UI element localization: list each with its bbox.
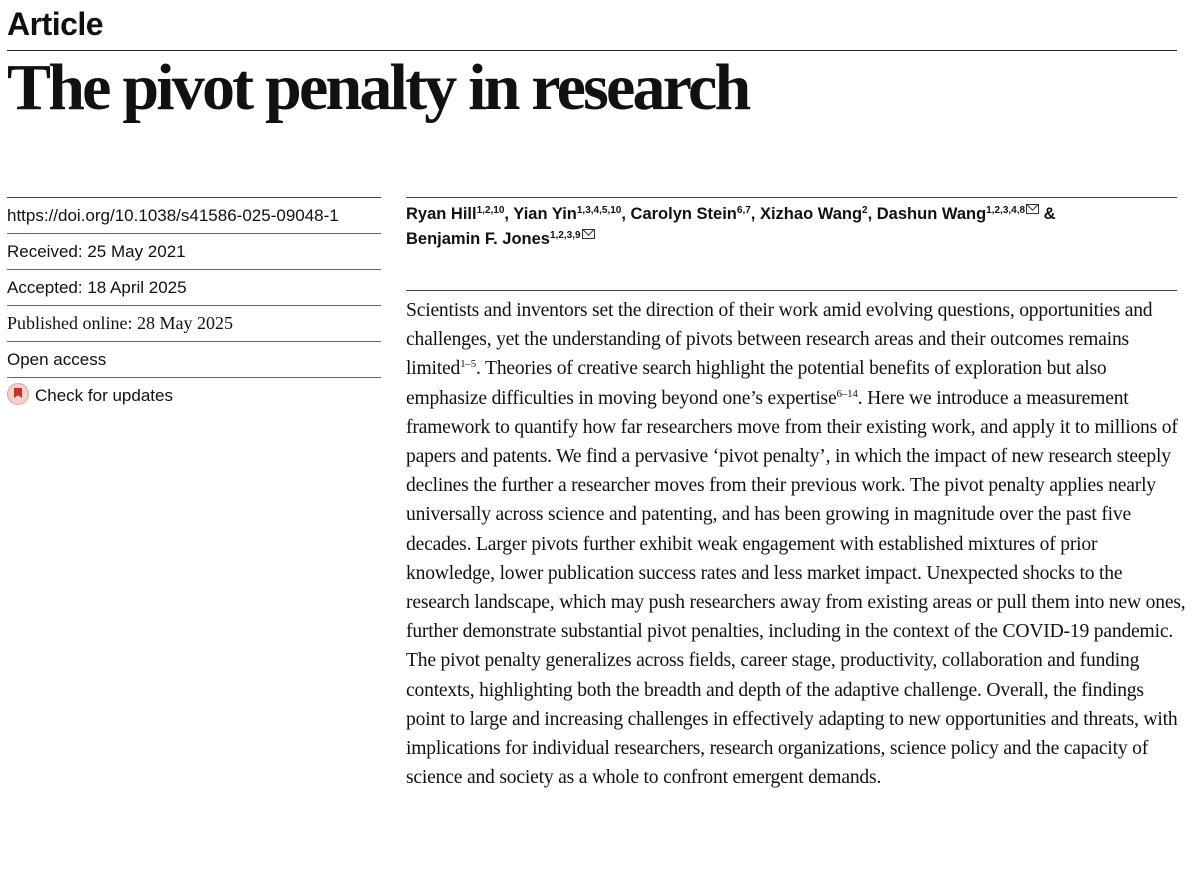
author-affiliations: 1,2,3,9 (549, 230, 581, 241)
check-for-updates-label: Check for updates (35, 386, 173, 405)
email-icon[interactable] (1026, 204, 1039, 214)
open-access-label: Open access (7, 342, 381, 378)
published-date: Published online: 28 May 2025 (7, 306, 381, 342)
citation-ref[interactable]: 1–5 (460, 358, 477, 371)
author[interactable]: Xizhao Wang$^2$ (759, 205, 868, 223)
accepted-date: Accepted: 18 April 2025 (7, 270, 381, 306)
author-affiliations: 1,3,4,5,10 (576, 205, 622, 216)
article-type-label: Article (7, 6, 104, 42)
author[interactable]: Ryan Hill$^{1,2,10}$ (406, 205, 505, 223)
author-affiliations: 6,7 (736, 205, 751, 216)
author[interactable]: Benjamin F. Jones$^{1,2,3,9}$ (406, 230, 595, 248)
received-date: Received: 25 May 2021 (7, 234, 381, 270)
page-title: The pivot penalty in research (7, 51, 749, 124)
author-affiliations: 2 (862, 205, 868, 216)
email-icon[interactable] (582, 229, 595, 239)
check-for-updates-button[interactable] (7, 378, 381, 413)
abstract: Scientists and inventors set the direction of their work amid evolving questions, opportunities and challenges, yet the understanding of pivots between research areas and their outcomes remains limited$^{1-5}$. Theories of creative search highlight the potential benefits of exploration but also emphasize difficulties in moving beyond one’s expertise$^{6-14}$. Here we introduce a measurement framework to quantify how far researchers move from their existing work, and apply it to millions of papers and patents. We find a pervasive ‘pivot penalty’, in which the impact of new research steeply declines the further a researcher moves from their previous work. The pivot penalty applies nearly universally across science and patenting, and has been growing in magnitude over the past five decades. Larger pivots further exhibit weak engagement with established mixtures of prior knowledge, lower publication success rates and less market impact. Unexpected shocks to the research landscape, which may push researchers away from existing areas or pull them into new ones, further demonstrate substantial pivot penalties, including in the context of the COVID-19 pandemic. The pivot penalty generalizes across fields, career stage, productivity, collaboration and funding contexts, highlighting both the breadth and depth of the adaptive challenge. Overall, the findings point to large and increasing challenges in effectively adapting to new opportunities and threats, with implications for individual researchers, research organizations, science policy and the capacity of science and society as a whole to confront emergent demands. (406, 300, 1186, 789)
citation-ref[interactable]: 6–14 (836, 387, 858, 400)
article-metadata (7, 197, 381, 413)
doi-link[interactable]: https://doi.org/10.1038/s41586-025-09048-1 (7, 197, 381, 234)
author-list: Ryan Hill$^{1,2,10}$, Yian Yin$^{1,3,4,5,10}$, Carolyn Stein$^{6,7}$, Xizhao Wang$^2$, Dashun Wang$^{1,2,3,4,8}$ & Benjamin F. Jones$^{1,2,3,9}$ (406, 197, 1177, 252)
author[interactable]: Carolyn Stein$^{6,7}$ (630, 205, 751, 223)
abstract-divider (406, 290, 1177, 291)
author-affiliations: 1,2,3,4,8 (986, 205, 1026, 216)
author[interactable]: Yian Yin$^{1,3,4,5,10}$ (513, 205, 622, 223)
check-updates-icon (7, 383, 29, 405)
author-affiliations: 1,2,10 (476, 205, 505, 216)
author[interactable]: Dashun Wang$^{1,2,3,4,8}$ (877, 205, 1039, 223)
